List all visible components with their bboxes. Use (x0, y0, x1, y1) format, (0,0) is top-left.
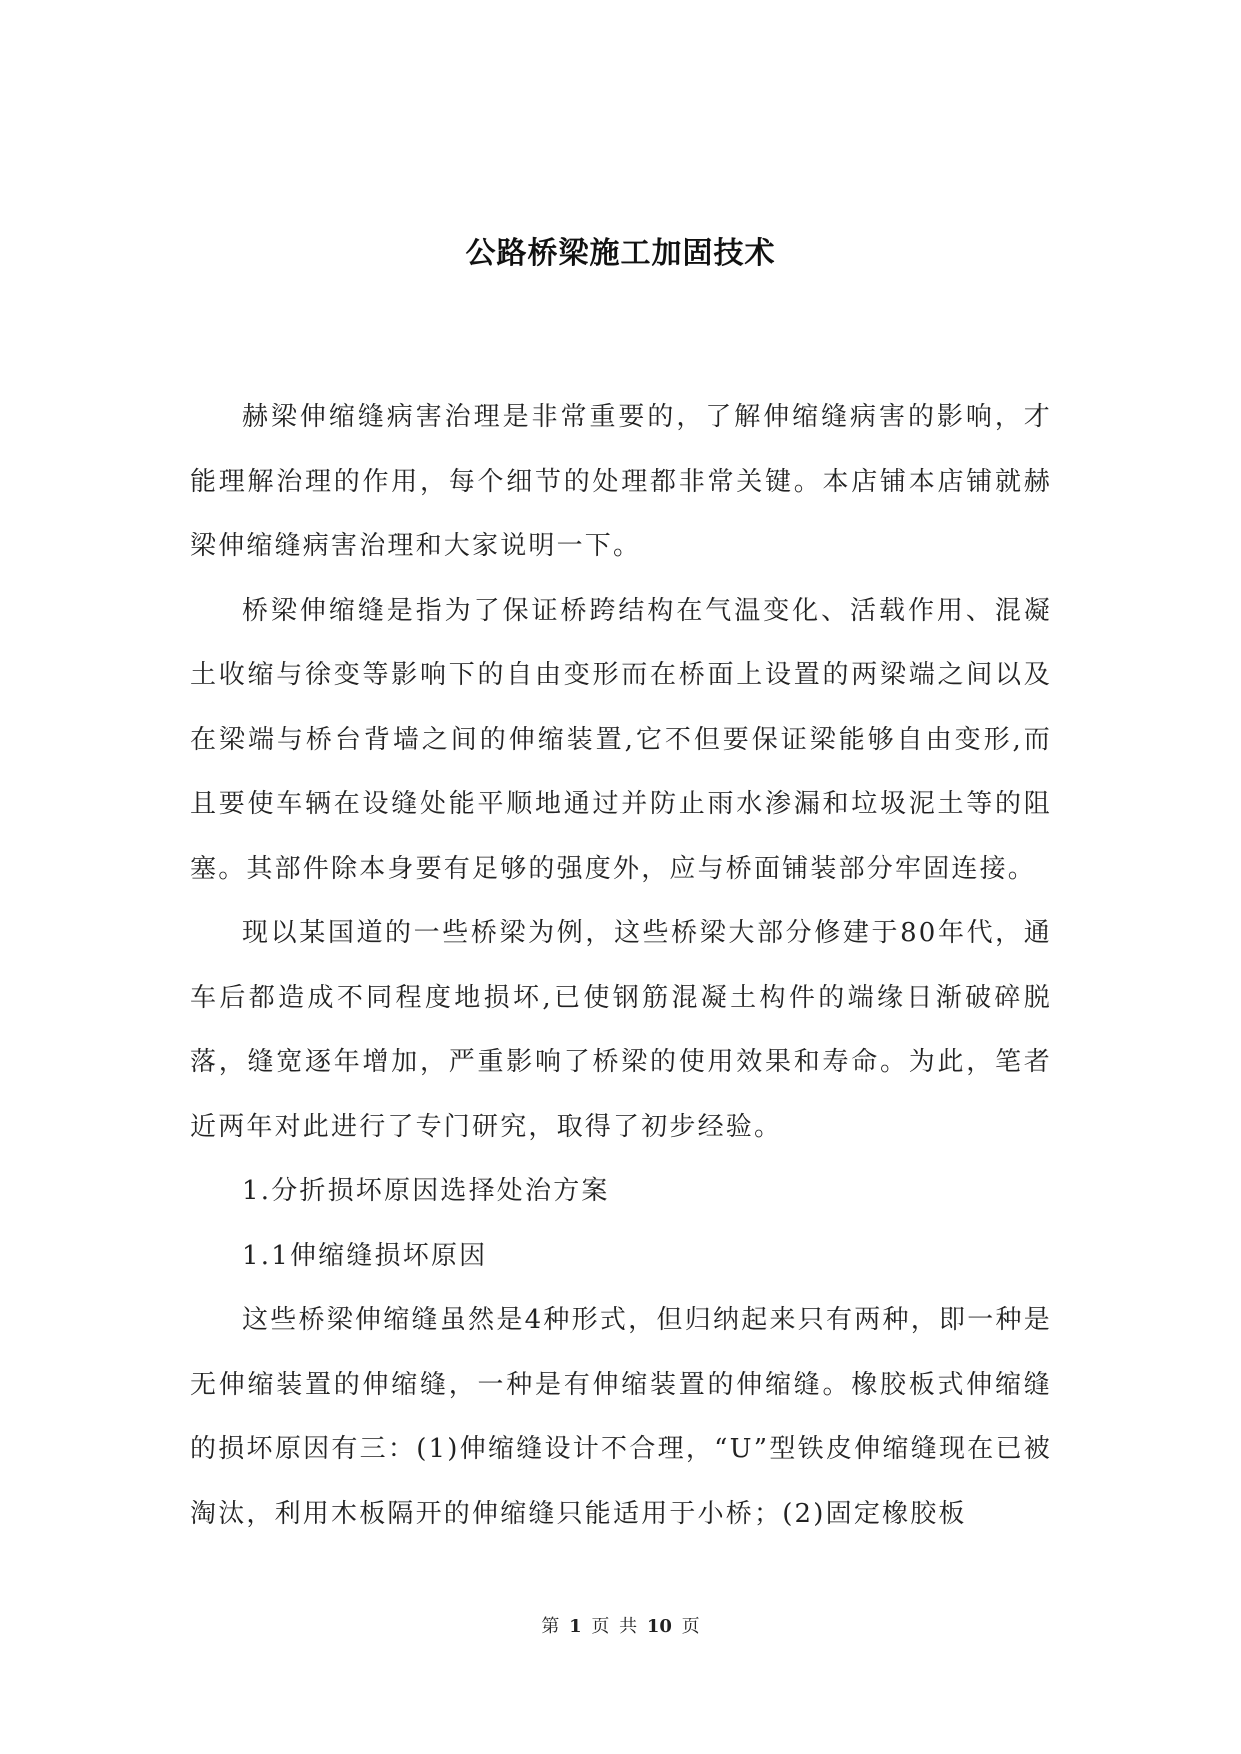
footer-middle: 页 共 (591, 1616, 638, 1637)
footer-suffix: 页 (681, 1616, 700, 1637)
document-title: 公路桥梁施工加固技术 (465, 236, 776, 271)
page-footer (0, 1612, 1241, 1638)
paragraph-damage-causes: 这些桥梁伸缩缝虽然是4种形式，但归纳起来只有两种，即一种是无伸缩装置的伸缩缝，一种是有伸缩装置的伸缩缝。橡胶板式伸缩缝的损坏原因有三：(1)伸缩缝设计不合理，“U”型铁皮伸缩缝现在已被淘汰，利用木板隔开的伸缩缝只能适用于小桥；(2)固定橡胶板 (190, 1305, 1052, 1529)
paragraph-definition: 桥梁伸缩缝是指为了保证桥跨结构在气温变化、活载作用、混凝土收缩与徐变等影响下的自由变形而在桥面上设置的两梁端之间以及在梁端与桥台背墙之间的伸缩装置,它不但要保证梁能够自由变形,而且要使车辆在设缝处能平顺地通过并防止雨水渗漏和垃圾泥土等的阻塞。其部件除本身要有足够的强度外，应与桥面铺装部分牢固连接。 (190, 595, 1052, 884)
document-body (190, 385, 1052, 1546)
footer-page-number: 1 (569, 1616, 582, 1637)
footer-total-pages: 10 (646, 1616, 672, 1637)
footer-prefix: 第 (541, 1616, 560, 1637)
section-heading-1: 1.分折损坏原因选择处治方案 (242, 1176, 610, 1206)
paragraph-intro: 赫梁伸缩缝病害治理是非常重要的，了解伸缩缝病害的影响，才能理解治理的作用，每个细节的处理都非常关键。本店铺本店铺就赫梁伸缩缝病害治理和大家说明一下。 (190, 402, 1052, 561)
paragraph-example: 现以某国道的一些桥梁为例，这些桥梁大部分修建于80年代，通车后都造成不同程度地损坏,已使钢筋混凝土构件的端缘日渐破碎脱落，缝宽逐年增加，严重影响了桥梁的使用效果和寿命。为此，笔者近两年对此进行了专门研究，取得了初步经验。 (190, 918, 1052, 1142)
section-heading-1-1: 1.1伸缩缝损坏原因 (242, 1240, 488, 1271)
